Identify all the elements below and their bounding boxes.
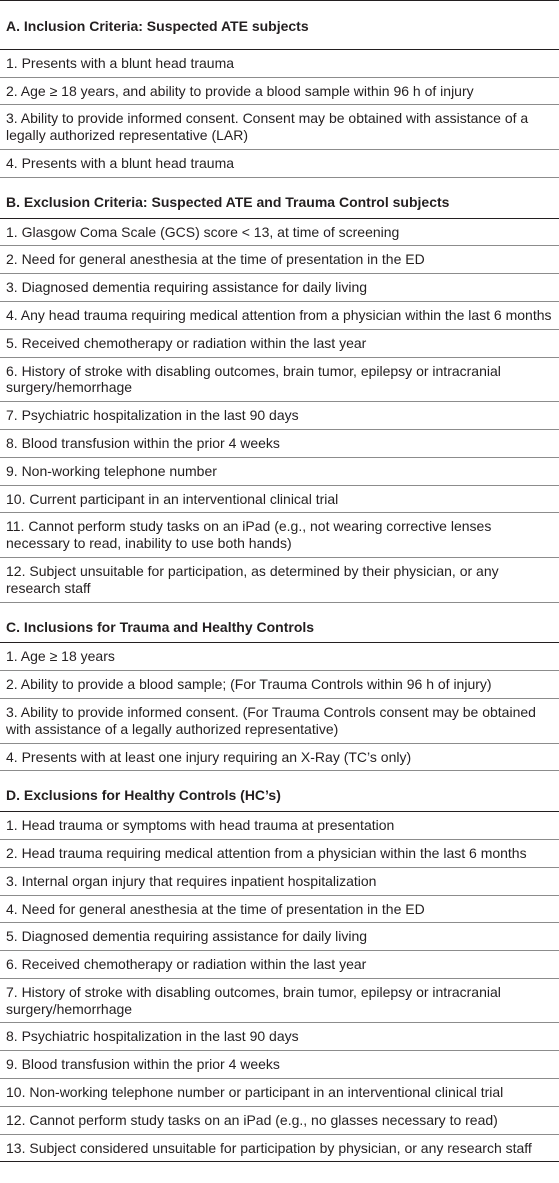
table-row: 10. Current participant in an interventional clinical trial bbox=[0, 486, 559, 514]
table-row: 11. Cannot perform study tasks on an iPad (e.g., not wearing corrective lenses necessary to read, inability to use both hands) bbox=[0, 513, 559, 558]
table-row: 2. Head trauma requiring medical attention from a physician within the last 6 months bbox=[0, 840, 559, 868]
table-row: 7. History of stroke with disabling outcomes, brain tumor, epilepsy or intracranial surgery/hemorrhage bbox=[0, 979, 559, 1024]
table-row: 2. Need for general anesthesia at the time of presentation in the ED bbox=[0, 246, 559, 274]
table-row: 2. Ability to provide a blood sample; (For Trauma Controls within 96 h of injury) bbox=[0, 671, 559, 699]
section-heading: A. Inclusion Criteria: Suspected ATE subjects bbox=[0, 1, 559, 50]
table-row: 13. Subject considered unsuitable for participation by physician, or any research staff bbox=[6, 1139, 532, 1156]
table-row: 1. Age ≥ 18 years bbox=[0, 643, 559, 671]
table-row: 8. Blood transfusion within the prior 4 weeks bbox=[0, 430, 559, 458]
table-row: 6. History of stroke with disabling outcomes, brain tumor, epilepsy or intracranial surgery/hemorrhage bbox=[0, 358, 559, 403]
table-row: 4. Presents with at least one injury requiring an X-Ray (TC’s only) bbox=[0, 744, 559, 772]
table-row: 2. Age ≥ 18 years, and ability to provide a blood sample within 96 h of injury bbox=[0, 78, 559, 106]
table-row: 9. Non-working telephone number bbox=[0, 458, 559, 486]
table-row: 1. Presents with a blunt head trauma bbox=[0, 50, 559, 78]
table-row: 12. Cannot perform study tasks on an iPad (e.g., no glasses necessary to read) bbox=[0, 1107, 559, 1135]
table-row: 4. Presents with a blunt head trauma bbox=[0, 150, 559, 178]
table-row: 1. Head trauma or symptoms with head trauma at presentation bbox=[0, 812, 559, 840]
table-row: 1. Glasgow Coma Scale (GCS) score < 13, at time of screening bbox=[0, 219, 559, 247]
table-row: 3. Diagnosed dementia requiring assistance for daily living bbox=[0, 274, 559, 302]
section-heading: B. Exclusion Criteria: Suspected ATE and Trauma Control subjects bbox=[0, 178, 559, 219]
table-row: 8. Psychiatric hospitalization in the last 90 days bbox=[0, 1023, 559, 1051]
table-row: 10. Non-working telephone number or participant in an interventional clinical trial bbox=[0, 1079, 559, 1107]
section-heading: C. Inclusions for Trauma and Healthy Controls bbox=[0, 603, 559, 644]
section-heading: D. Exclusions for Healthy Controls (HC’s) bbox=[0, 771, 559, 812]
table-row: 6. Received chemotherapy or radiation within the last year bbox=[0, 951, 559, 979]
table-bottom-rule bbox=[0, 1161, 559, 1162]
table-row: 5. Diagnosed dementia requiring assistance for daily living bbox=[0, 923, 559, 951]
table-row: 4. Need for general anesthesia at the time of presentation in the ED bbox=[0, 896, 559, 924]
table-row: 5. Received chemotherapy or radiation within the last year bbox=[0, 330, 559, 358]
table-row: 3. Ability to provide informed consent. (For Trauma Controls consent may be obtained with assistance of a legally authorized representative) bbox=[0, 699, 559, 744]
table-row: 3. Internal organ injury that requires inpatient hospitalization bbox=[0, 868, 559, 896]
table-row: 4. Any head trauma requiring medical attention from a physician within the last 6 months bbox=[0, 302, 559, 330]
table-body bbox=[0, 1, 559, 1161]
table-row: 3. Ability to provide informed consent. Consent may be obtained with assistance of a legally authorized representative (LAR) bbox=[0, 105, 559, 150]
table-row: 12. Subject unsuitable for participation, as determined by their physician, or any research staff bbox=[0, 558, 559, 603]
table-row: 7. Psychiatric hospitalization in the last 90 days bbox=[0, 402, 559, 430]
table-row: 9. Blood transfusion within the prior 4 weeks bbox=[0, 1051, 559, 1079]
